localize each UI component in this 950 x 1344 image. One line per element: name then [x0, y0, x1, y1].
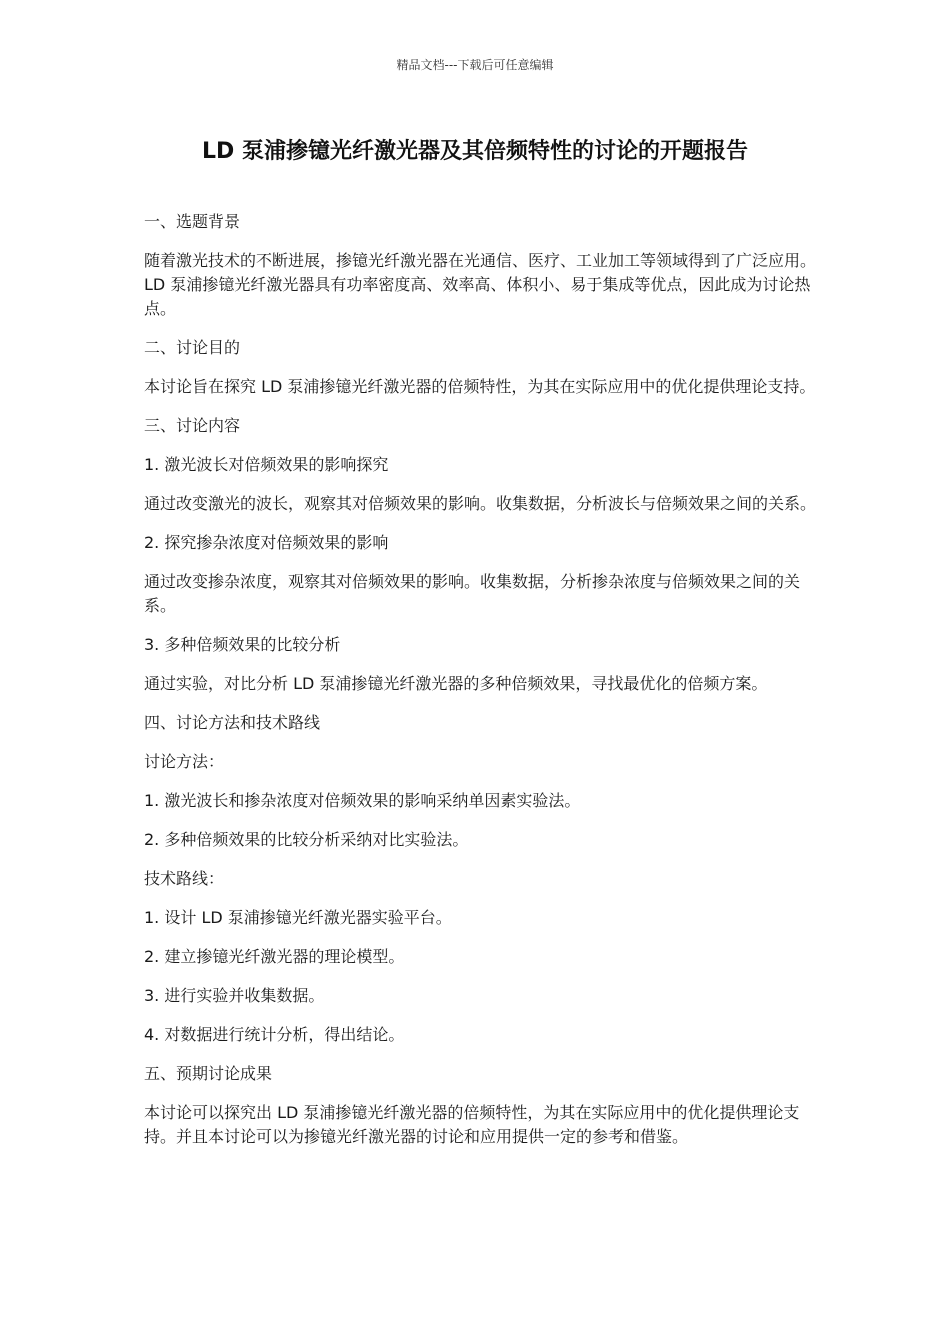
section-heading-purpose: 二、讨论目的	[144, 338, 241, 357]
paragraph-content-2: 通过改变掺杂浓度，观察其对倍频效果的影响。收集数据，分析掺杂浓度与倍频效果之间的关系。	[144, 572, 801, 615]
paragraph-outcomes: 本讨论可以探究出 LD 泵浦掺镱光纤激光器的倍频特性，为其在实际应用中的优化提供理论支持。并且本讨论可以为掺镱光纤激光器的讨论和应用提供一定的参考和借鉴。	[144, 1103, 800, 1146]
list-item-route-2: 2. 建立掺镱光纤激光器的理论模型。	[144, 947, 405, 966]
paragraph-background: 随着激光技术的不断进展，掺镱光纤激光器在光通信、医疗、工业加工等领域得到了广泛应用。LD 泵浦掺镱光纤激光器具有功率密度高、效率高、体积小、易于集成等优点，因此成为讨论热点。	[144, 251, 817, 318]
document-body	[144, 210, 824, 1164]
section-heading-outcomes: 五、预期讨论成果	[144, 1064, 273, 1083]
paragraph-content-3: 通过实验，对比分析 LD 泵浦掺镱光纤激光器的多种倍频效果，寻找最优化的倍频方案。	[144, 674, 768, 693]
list-item-content-1: 1. 激光波长对倍频效果的影响探究	[144, 455, 389, 474]
list-item-content-2: 2. 探究掺杂浓度对倍频效果的影响	[144, 533, 389, 552]
subheading-methods: 讨论方法：	[144, 752, 225, 771]
list-item-route-3: 3. 进行实验并收集数据。	[144, 986, 325, 1005]
document-title: LD 泵浦掺镱光纤激光器及其倍频特性的讨论的开题报告	[202, 139, 748, 164]
section-heading-background: 一、选题背景	[144, 212, 241, 231]
paragraph-content-1: 通过改变激光的波长，观察其对倍频效果的影响。收集数据，分析波长与倍频效果之间的关系。	[144, 494, 817, 513]
list-item-content-3: 3. 多种倍频效果的比较分析	[144, 635, 341, 654]
paragraph-purpose: 本讨论旨在探究 LD 泵浦掺镱光纤激光器的倍频特性，为其在实际应用中的优化提供理论支持。	[144, 377, 816, 396]
list-item-method-2: 2. 多种倍频效果的比较分析采纳对比实验法。	[144, 830, 469, 849]
list-item-route-1: 1. 设计 LD 泵浦掺镱光纤激光器实验平台。	[144, 908, 452, 927]
section-heading-methods: 四、讨论方法和技术路线	[144, 713, 321, 732]
list-item-route-4: 4. 对数据进行统计分析，得出结论。	[144, 1025, 405, 1044]
list-item-method-1: 1. 激光波长和掺杂浓度对倍频效果的影响采纳单因素实验法。	[144, 791, 581, 810]
subheading-route: 技术路线：	[144, 869, 225, 888]
page-header: 精品文档---下载后可任意编辑	[396, 58, 554, 72]
section-heading-content: 三、讨论内容	[144, 416, 241, 435]
